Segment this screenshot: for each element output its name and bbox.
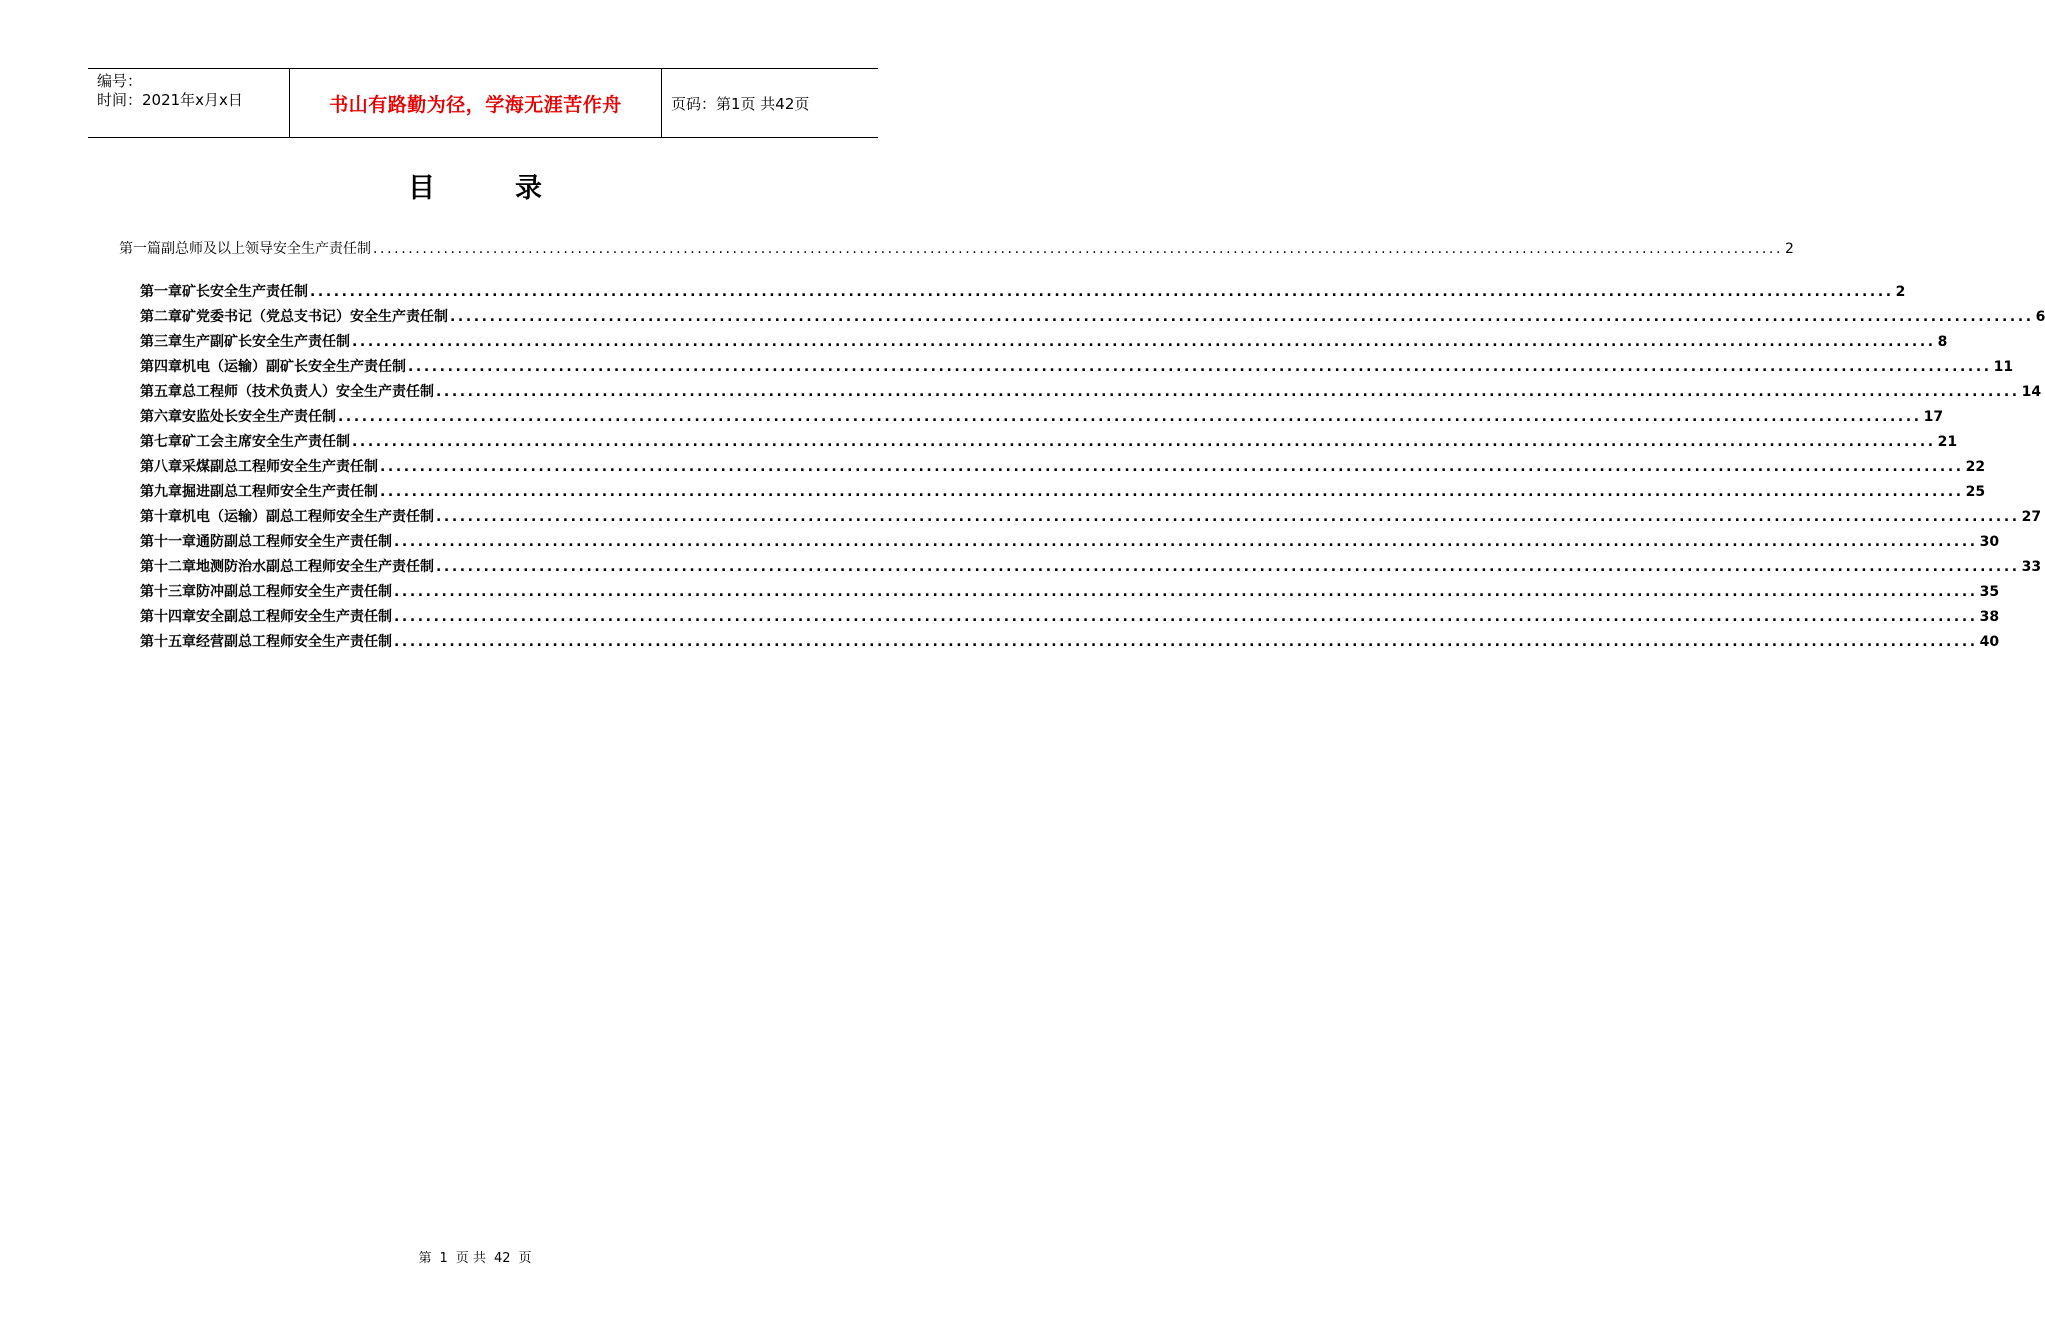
toc-chapter-entry[interactable] <box>140 306 2045 326</box>
toc-chapter-page: 14 <box>2021 384 2042 400</box>
footer-page-number: 1 <box>439 1251 448 1266</box>
toc-chapter-title: 机电（运输）副总工程师安全生产责任制 <box>182 509 434 525</box>
toc-leader-dots: ........................................................................................................................................................................................................ <box>408 359 1992 375</box>
toc-chapter-title: 安监处长安全生产责任制 <box>182 409 336 425</box>
number-label: 编号： <box>97 72 143 90</box>
toc-chapter-title: 地测防治水副总工程师安全生产责任制 <box>196 559 434 575</box>
toc-part-text: 副总师及以上领导安全生产责任制 <box>161 241 371 257</box>
toc-part-label: 第一篇 <box>119 241 161 257</box>
toc-leader-dots: ........................................................................................................................................................................................................ <box>380 484 1964 500</box>
footer-mid: 页 共 <box>455 1251 486 1266</box>
toc-chapter-entry[interactable] <box>140 406 1944 426</box>
toc-leader-dots: ........................................................................................................................................................................................................ <box>373 241 1784 257</box>
toc-part-entry[interactable] <box>119 238 1794 258</box>
toc-chapter-label: 第十五章 <box>140 634 196 650</box>
toc-leader-dots: ........................................................................................................................................................................................................ <box>436 559 2020 575</box>
toc-chapter-title: 掘进副总工程师安全生产责任制 <box>182 484 378 500</box>
toc-chapter-page: 40 <box>1979 634 2000 650</box>
toc-chapter-label: 第七章 <box>140 434 182 450</box>
toc-leader-dots: ........................................................................................................................................................................................................ <box>352 334 1936 350</box>
toc-chapter-label: 第四章 <box>140 359 182 375</box>
header-meta-cell <box>88 69 289 137</box>
toc-chapter-page: 11 <box>1993 359 2014 375</box>
toc-chapter-entry[interactable] <box>140 456 1986 476</box>
footer-total-pages: 42 <box>493 1251 511 1266</box>
toc-leader-dots: ........................................................................................................................................................................................................ <box>450 309 2034 325</box>
toc-chapter-title: 机电（运输）副矿长安全生产责任制 <box>182 359 406 375</box>
toc-chapter-title: 防冲副总工程师安全生产责任制 <box>196 584 392 600</box>
footer-suffix: 页 <box>518 1251 532 1266</box>
toc-chapter-entry[interactable] <box>140 606 2000 626</box>
toc-chapter-label: 第三章 <box>140 334 182 350</box>
toc-chapter-title: 采煤副总工程师安全生产责任制 <box>182 459 378 475</box>
header-page-cell <box>662 69 878 137</box>
footer-prefix: 第 <box>418 1251 432 1266</box>
toc-chapter-entry[interactable] <box>140 431 1958 451</box>
toc-chapter-entry[interactable] <box>140 556 2042 576</box>
toc-chapter-page: 2 <box>1895 284 1906 300</box>
toc-chapter-label: 第十章 <box>140 509 182 525</box>
toc-chapter-label: 第十一章 <box>140 534 196 550</box>
toc-chapter-label: 第十四章 <box>140 609 196 625</box>
toc-chapter-page: 22 <box>1965 459 1986 475</box>
toc-chapter-label: 第六章 <box>140 409 182 425</box>
toc-chapter-page: 33 <box>2021 559 2042 575</box>
toc-leader-dots: ........................................................................................................................................................................................................ <box>436 384 2020 400</box>
toc-leader-dots: ........................................................................................................................................................................................................ <box>394 609 1978 625</box>
toc-chapter-entry[interactable] <box>140 331 1948 351</box>
toc-chapter-entry[interactable] <box>140 631 2000 651</box>
toc-chapter-page: 27 <box>2021 509 2042 525</box>
toc-chapter-page: 8 <box>1937 334 1948 350</box>
toc-chapter-page: 30 <box>1979 534 2000 550</box>
toc-leader-dots: ........................................................................................................................................................................................................ <box>310 284 1894 300</box>
toc-chapter-entry[interactable] <box>140 481 1986 501</box>
toc-chapter-label: 第九章 <box>140 484 182 500</box>
toc-chapter-title: 安全副总工程师安全生产责任制 <box>196 609 392 625</box>
toc-chapter-label: 第五章 <box>140 384 182 400</box>
page-footer <box>0 1247 950 1266</box>
toc-chapter-label: 第十三章 <box>140 584 196 600</box>
toc-chapter-entry[interactable] <box>140 531 2000 551</box>
toc-chapter-title: 矿工会主席安全生产责任制 <box>182 434 350 450</box>
toc-leader-dots: ........................................................................................................................................................................................................ <box>394 634 1978 650</box>
toc-chapter-label: 第十二章 <box>140 559 196 575</box>
toc-chapter-entry[interactable] <box>140 506 2042 526</box>
page-info: 页码：第1页 共42页 <box>671 94 810 113</box>
toc-chapter-page: 38 <box>1979 609 2000 625</box>
toc-chapter-label: 第一章 <box>140 284 182 300</box>
toc-chapter-entry[interactable] <box>140 281 1906 301</box>
toc-chapter-title: 生产副矿长安全生产责任制 <box>182 334 350 350</box>
toc-leader-dots: ........................................................................................................................................................................................................ <box>436 509 2020 525</box>
toc-part-page: 2 <box>1785 241 1794 257</box>
toc-chapter-title: 总工程师（技术负责人）安全生产责任制 <box>182 384 434 400</box>
toc-leader-dots: ........................................................................................................................................................................................................ <box>352 434 1936 450</box>
toc-leader-dots: ........................................................................................................................................................................................................ <box>338 409 1922 425</box>
time-label: 时间：2021年x月x日 <box>97 91 243 109</box>
toc-chapter-title: 矿党委书记（党总支书记）安全生产责任制 <box>182 309 448 325</box>
toc-chapter-title: 矿长安全生产责任制 <box>182 284 308 300</box>
toc-chapter-entry[interactable] <box>140 381 2042 401</box>
toc-chapter-label: 第八章 <box>140 459 182 475</box>
toc-chapter-page: 17 <box>1923 409 1944 425</box>
toc-chapter-label: 第二章 <box>140 309 182 325</box>
toc-chapter-title: 通防副总工程师安全生产责任制 <box>196 534 392 550</box>
toc-leader-dots: ........................................................................................................................................................................................................ <box>380 459 1964 475</box>
toc-leader-dots: ........................................................................................................................................................................................................ <box>394 584 1978 600</box>
document-header <box>88 68 878 138</box>
toc-chapter-entry[interactable] <box>140 356 2014 376</box>
motto-text: 书山有路勤为径，学海无涯苦作舟 <box>329 93 622 116</box>
header-motto-cell <box>289 69 662 137</box>
toc-chapter-entry[interactable] <box>140 581 2000 601</box>
toc-chapter-page: 25 <box>1965 484 1986 500</box>
toc-chapter-title: 经营副总工程师安全生产责任制 <box>196 634 392 650</box>
toc-chapter-page: 35 <box>1979 584 2000 600</box>
toc-chapter-page: 21 <box>1937 434 1958 450</box>
toc-leader-dots: ........................................................................................................................................................................................................ <box>394 534 1978 550</box>
toc-chapter-page: 6 <box>2035 309 2045 325</box>
toc-title: 目录 <box>408 173 622 204</box>
